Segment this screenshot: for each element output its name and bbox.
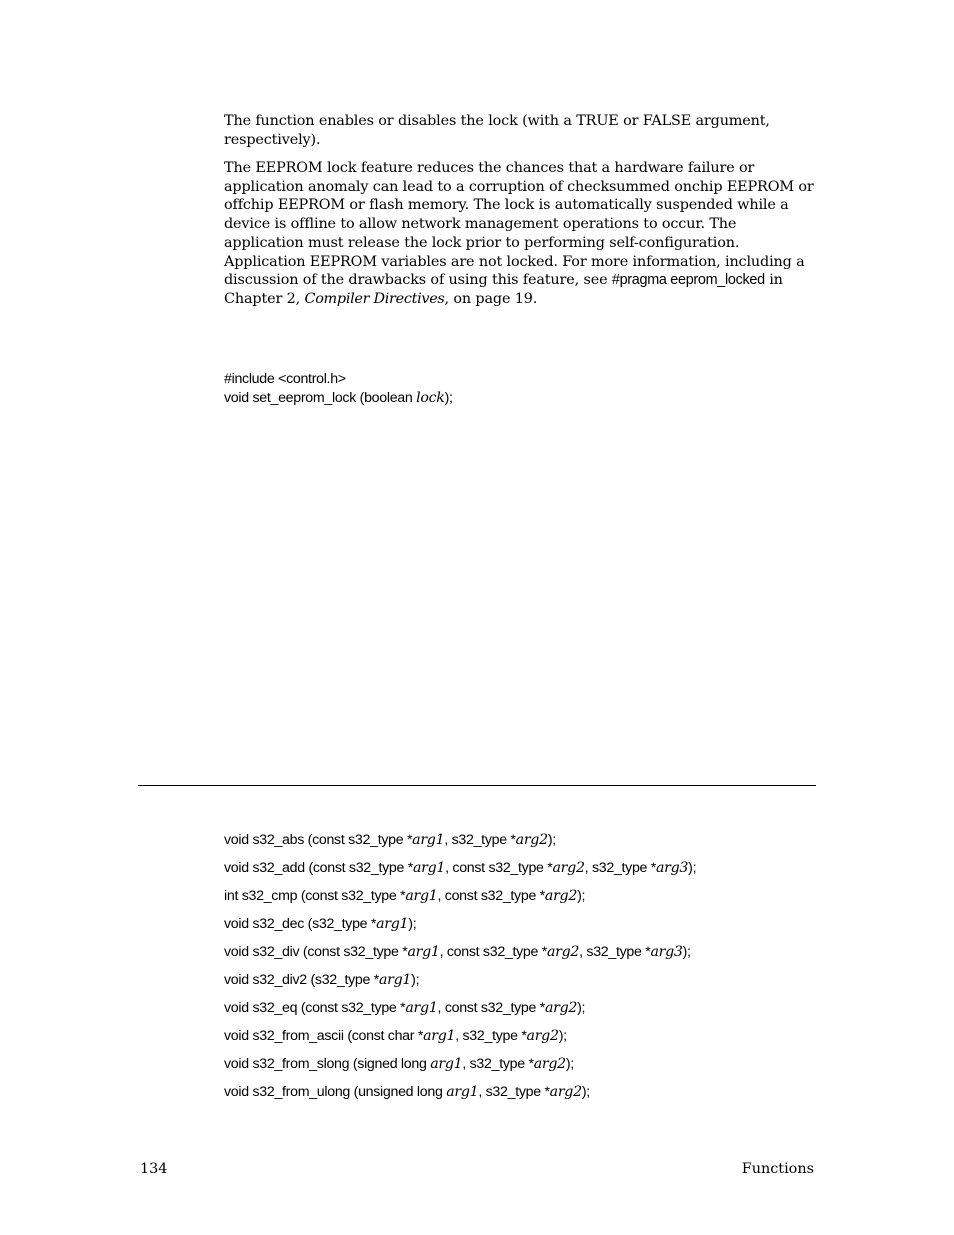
arg-name: arg1	[412, 832, 445, 848]
code-text: void s32_add (const s32_type *	[224, 860, 413, 876]
arg-name: arg2	[546, 944, 580, 960]
arg-name: arg2	[526, 1028, 559, 1044]
code-text: );	[577, 888, 586, 904]
s32-function-line	[224, 1027, 567, 1046]
s32-function-line	[224, 887, 585, 906]
code-text: );	[411, 972, 420, 988]
code-text: );	[577, 1000, 586, 1016]
code-text: , const s32_type *	[445, 860, 553, 876]
intro-paragraph-1-text: The function enables or disables the lock (with a TRUE or FALSE argument, respectively).	[224, 113, 770, 148]
arg-name: arg2	[533, 1056, 566, 1072]
arg-name: arg1	[430, 1056, 463, 1072]
decl-argument: lock	[416, 390, 445, 406]
s32-function-line	[224, 971, 419, 990]
s32-function-line	[224, 1055, 574, 1074]
arg-name: arg3	[650, 944, 683, 960]
s32-function-line	[224, 831, 556, 850]
syntax-declaration	[224, 389, 453, 408]
s32-function-line	[224, 1083, 590, 1102]
code-text: , s32_type *	[455, 1028, 527, 1044]
code-text: , s32_type *	[478, 1084, 550, 1100]
arg-name: arg1	[378, 972, 412, 988]
syntax-include	[224, 370, 346, 389]
code-text: void s32_from_slong (signed long	[224, 1056, 431, 1072]
arg-name: arg1	[405, 888, 438, 904]
footer-section-title: Functions	[741, 1161, 814, 1177]
code-text: );	[408, 916, 417, 932]
code-text: );	[558, 1028, 567, 1044]
pragma-reference: #pragma eeprom_locked	[611, 272, 765, 289]
arg-name: arg1	[405, 1000, 438, 1016]
code-text: , const s32_type *	[437, 888, 545, 904]
code-text: void s32_from_ascii (const char *	[224, 1028, 424, 1044]
code-text: void s32_abs (const s32_type *	[224, 832, 413, 848]
decl-suffix: );	[444, 390, 453, 406]
decl-prefix: void set_eeprom_lock (boolean	[224, 390, 417, 406]
arg-name: arg2	[544, 888, 578, 904]
code-text: );	[682, 944, 691, 960]
code-text: , s32_type *	[584, 860, 656, 876]
arg-name: arg2	[552, 860, 585, 876]
code-text: void s32_from_ulong (unsigned long	[224, 1084, 447, 1100]
code-text: void s32_dec (s32_type *	[224, 916, 377, 932]
chapter-text: in Chapter 2,	[224, 272, 783, 307]
intro-paragraph-1	[224, 112, 814, 149]
include-directive: #include <control.h>	[224, 371, 346, 387]
arg-name: arg1	[376, 916, 409, 932]
code-text: , s32_type *	[579, 944, 651, 960]
page-number: 134	[140, 1161, 168, 1177]
s32-function-line	[224, 999, 585, 1018]
code-text: int s32_cmp (const s32_type *	[224, 888, 406, 904]
intro-paragraph-2-text: The EEPROM lock feature reduces the chances that a hardware failure or application anomaly can lead to a corruption of checksummed onchip EEPROM or offchip EEPROM or flash memory. The lock is automatically suspended while a device is offline to allow network management operations to occur. The application must release the lock prior to performing self-configuration. Application EEPROM variables are not locked. For more information, including a discussion of the drawbacks of using this feature, see	[224, 160, 814, 289]
code-text: void s32_eq (const s32_type *	[224, 1000, 406, 1016]
intro-paragraph-2	[224, 159, 814, 309]
chapter-title-reference: Compiler Directives	[304, 290, 445, 307]
code-text: );	[547, 832, 556, 848]
section-divider	[138, 785, 816, 786]
arg-name: arg1	[423, 1028, 456, 1044]
arg-name: arg2	[544, 1000, 578, 1016]
code-text: , const s32_type *	[437, 1000, 545, 1016]
code-text: );	[688, 860, 697, 876]
arg-name: arg1	[412, 860, 446, 876]
arg-name: arg1	[446, 1084, 479, 1100]
code-text: void s32_div2 (s32_type *	[224, 972, 379, 988]
code-text: void s32_div (const s32_type *	[224, 944, 408, 960]
arg-name: arg2	[549, 1084, 582, 1100]
arg-name: arg1	[407, 944, 440, 960]
s32-function-line	[224, 915, 416, 934]
code-text: , s32_type *	[462, 1056, 534, 1072]
code-text: , const s32_type *	[439, 944, 547, 960]
arg-name: arg3	[656, 860, 689, 876]
code-text: , s32_type *	[444, 832, 516, 848]
code-text: );	[581, 1084, 590, 1100]
s32-function-line	[224, 859, 696, 878]
arg-name: arg2	[515, 832, 548, 848]
page-reference-text: , on page 19.	[444, 290, 538, 307]
code-text: );	[565, 1056, 574, 1072]
s32-function-line	[224, 943, 691, 962]
